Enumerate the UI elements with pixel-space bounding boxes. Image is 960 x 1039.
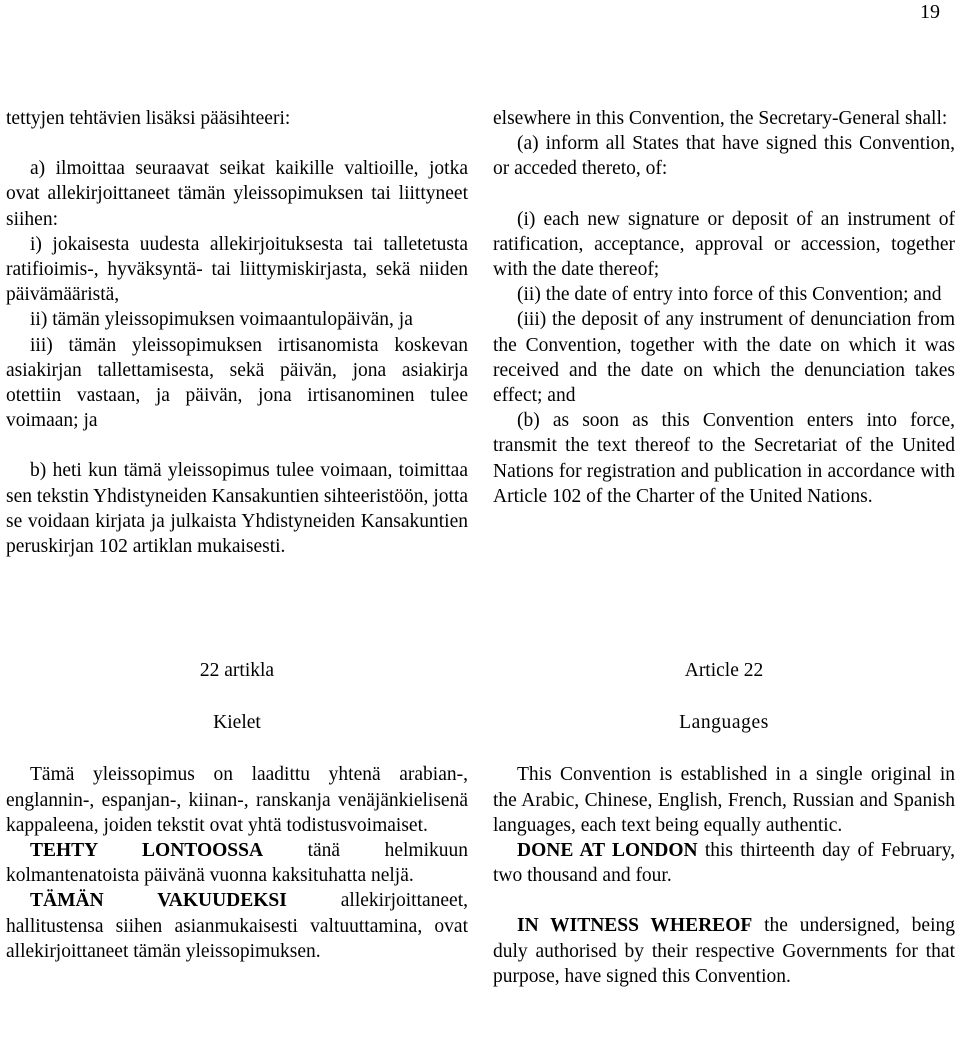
finnish-item-i: i) jokaisesta uudesta allekirjoituksesta tai talletetusta ratifioimis-, hyväksyntä- tai liittymiskirjasta, sekä niiden päivämääristä, <box>6 233 468 306</box>
english-article-title: Languages <box>679 712 769 734</box>
english-lead: elsewhere in this Convention, the Secretary-General shall: <box>493 108 948 129</box>
english-in-witness <box>493 913 955 989</box>
english-done-bold: DONE AT LONDON <box>517 840 698 862</box>
page-number: 19 <box>920 1 940 23</box>
english-column-top <box>493 106 955 509</box>
finnish-column-top <box>6 106 468 559</box>
finnish-witness-bold: TÄMÄN VAKUUDEKSI <box>30 890 287 912</box>
english-item-b: (b) as soon as this Convention enters into force, transmit the text thereof to the Secretariat of the United Nations for registration and publication in accordance with Article 102 of the Charter of the United Nations. <box>493 410 955 507</box>
english-witness-bold: IN WITNESS WHEREOF <box>517 915 753 937</box>
finnish-lead: tettyjen tehtävien lisäksi pääsihteeri: <box>6 108 291 129</box>
english-item-a: (a) inform all States that have signed this Convention, or acceded thereto, of: <box>493 133 955 180</box>
finnish-witness-rest: allekirjoittaneet, hallitustensa siihen asianmukaisesti valtuuttamina, ovat allekirjoittaneet tämän yleissopimuksen. <box>6 890 468 962</box>
english-item-iii: (iii) the deposit of any instrument of denunciation from the Convention, together with the date on which it was received and the date on which the denunciation takes effect; and <box>493 309 955 407</box>
english-article-heading: Article 22 <box>684 660 764 681</box>
english-done-at-london <box>493 838 955 888</box>
finnish-done-at-london <box>6 838 468 888</box>
english-article-body: This Convention is established in a single original in the Arabic, Chinese, English, French, Russian and Spanish languages, each text being equally authentic. <box>493 764 955 836</box>
finnish-item-ii: ii) tämän yleissopimuksen voimaantulopäivän, ja <box>30 309 413 331</box>
finnish-item-iii: iii) tämän yleissopimuksen irtisanomista koskevan asiakirjan tallettamisesta, sekä päivän, jona asiakirja otettiin vastaan, ja päivän, jona irtisanominen tulee voimaan; ja <box>6 334 468 432</box>
english-witness-rest: the undersigned, being duly authorised by their respective Governments for that purpose, have signed this Convention. <box>493 915 955 987</box>
finnish-article-body: Tämä yleissopimus on laadittu yhtenä arabian-, englannin-, espanjan-, kiinan-, ranskanja venäjänkielisenä kappaleena, joiden tekstit ovat yhtä todistusvoimaiset. <box>6 764 468 836</box>
finnish-item-a: a) ilmoittaa seuraavat seikat kaikille valtioille, jotka ovat allekirjoittaneet tämän yleissopimuksen tai liittyneet siihen: <box>6 158 468 230</box>
finnish-in-witness <box>6 888 468 964</box>
finnish-item-b: b) heti kun tämä yleissopimus tulee voimaan, toimittaa sen tekstin Yhdistyneiden Kansakuntien sihteeristöön, jotta se voidaan kirjata ja julkaista Yhdistyneiden Kansakuntien peruskirjan 102 artiklan mukaisesti. <box>6 460 468 558</box>
english-column-bottom <box>493 658 955 989</box>
english-item-ii: (ii) the date of entry into force of this Convention; and <box>517 284 942 306</box>
finnish-article-heading: 22 artikla <box>199 660 275 681</box>
finnish-done-bold: TEHTY LONTOOSSA <box>30 840 264 862</box>
finnish-done-rest: tänä helmikuun kolmantenatoista päivänä vuonna kaksituhatta neljä. <box>6 840 468 887</box>
english-item-i: (i) each new signature or deposit of an instrument of ratification, acceptance, approval or accession, together with the date thereof; <box>493 208 955 281</box>
finnish-article-title: Kielet <box>213 712 261 734</box>
finnish-column-bottom <box>6 658 468 964</box>
english-done-rest: this thirteenth day of February, two thousand and four. <box>493 840 955 887</box>
